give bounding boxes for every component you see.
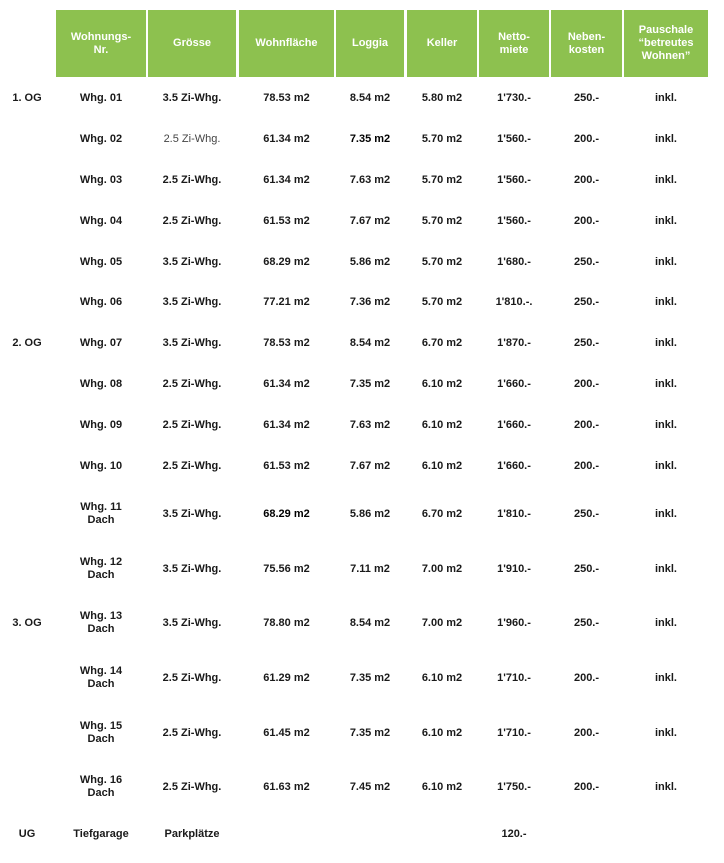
additional-costs: 200.- — [573, 132, 600, 145]
apartment-number: Whg. 08 — [79, 377, 123, 390]
living-area: 61.53 m2 — [263, 214, 310, 227]
loggia-area: 7.63 m2 — [349, 173, 391, 186]
cellar-area: 5.70 m2 — [421, 132, 463, 145]
header-loggia: Loggia — [336, 10, 404, 77]
cellar-area: 5.70 m2 — [421, 173, 463, 186]
header-pauschale: Pauschale “betreutes Wohnen” — [624, 10, 708, 77]
apartment-size: 2.5 Zi-Whg. — [162, 173, 222, 186]
additional-costs: 250.- — [573, 507, 600, 520]
flat-rate-service: inkl. — [654, 616, 677, 629]
apartment-size: 2.5 Zi-Whg. — [162, 459, 222, 472]
floor-label: UG — [18, 827, 36, 840]
flat-rate-service: inkl. — [654, 507, 677, 520]
additional-costs: 250.- — [573, 336, 600, 349]
additional-costs: 250.- — [573, 91, 600, 104]
apartment-number: Whg. 12 Dach — [79, 556, 123, 581]
floor-label — [4, 487, 50, 541]
apartment-number: Whg. 10 — [79, 459, 123, 472]
cellar-area: 7.00 m2 — [421, 616, 463, 629]
table-row — [0, 542, 724, 596]
floor-label — [4, 201, 50, 241]
apartment-number: Whg. 09 — [79, 418, 123, 431]
floor-label — [4, 405, 50, 445]
floor-label — [4, 160, 50, 200]
apartment-size: 3.5 Zi-Whg. — [162, 616, 222, 629]
additional-costs: 200.- — [573, 214, 600, 227]
living-area: 61.63 m2 — [263, 780, 310, 793]
loggia-area: 7.45 m2 — [349, 780, 391, 793]
cellar-area: 5.70 m2 — [421, 214, 463, 227]
living-area: 61.34 m2 — [263, 173, 310, 186]
net-rent: 1'660.- — [497, 377, 531, 390]
floor-label — [4, 760, 50, 814]
loggia-area: 8.54 m2 — [349, 336, 391, 349]
net-rent: 1'560.- — [497, 214, 531, 227]
apartment-number: Whg. 03 — [79, 173, 123, 186]
cellar-area: 7.00 m2 — [421, 562, 463, 575]
cellar-area — [407, 819, 477, 849]
loggia-area: 7.11 m2 — [350, 562, 390, 575]
floor-label — [4, 364, 50, 404]
loggia-area: 7.35 m2 — [349, 132, 391, 145]
table-row — [0, 119, 724, 159]
floor-label — [4, 282, 50, 322]
table-header — [0, 10, 724, 77]
cellar-area: 6.70 m2 — [421, 507, 463, 520]
living-area: 77.21 m2 — [263, 295, 310, 308]
net-rent: 1'660.- — [497, 418, 531, 431]
cellar-area: 6.10 m2 — [421, 726, 463, 739]
additional-costs: 200.- — [573, 173, 600, 186]
apartment-size: 2.5 Zi-Whg. — [162, 418, 222, 431]
apartment-number: Whg. 06 — [79, 295, 123, 308]
flat-rate-service: inkl. — [654, 562, 677, 575]
apartment-size: 2.5 Zi-Whg. — [162, 671, 222, 684]
table-row — [0, 201, 724, 241]
living-area: 68.29 m2 — [263, 507, 310, 520]
loggia-area: 7.67 m2 — [349, 459, 391, 472]
table-row — [0, 487, 724, 541]
cellar-area: 6.10 m2 — [421, 377, 463, 390]
floor-label: 1. OG — [12, 91, 42, 104]
flat-rate-service — [624, 819, 708, 849]
apartment-size: 3.5 Zi-Whg. — [162, 507, 222, 520]
apartment-size: 2.5 Zi-Whg. — [162, 377, 222, 390]
living-area: 78.80 m2 — [263, 616, 310, 629]
flat-rate-service: inkl. — [654, 377, 677, 390]
table-row — [0, 819, 724, 849]
table-row — [0, 706, 724, 760]
loggia-area: 5.86 m2 — [349, 255, 391, 268]
flat-rate-service: inkl. — [654, 780, 677, 793]
loggia-area: 7.35 m2 — [349, 377, 391, 390]
additional-costs: 250.- — [573, 295, 600, 308]
additional-costs: 250.- — [573, 616, 600, 629]
table-row — [0, 282, 724, 322]
floor-label: 2. OG — [12, 336, 42, 349]
net-rent: 1'910.- — [497, 562, 531, 575]
header-nebenkosten: Neben- kosten — [551, 10, 622, 77]
net-rent: 1'870.- — [497, 336, 531, 349]
net-rent: 1'680.- — [497, 255, 531, 268]
apartment-number: Whg. 13 Dach — [79, 610, 123, 635]
header-groesse: Grösse — [148, 10, 236, 77]
cellar-area: 5.70 m2 — [421, 295, 463, 308]
table-row — [0, 364, 724, 404]
floor-label — [4, 542, 50, 596]
living-area: 61.34 m2 — [263, 418, 310, 431]
apartment-number: Whg. 05 — [79, 255, 123, 268]
apartment-size: 2.5 Zi-Whg. — [162, 726, 222, 739]
net-rent: 1'710.- — [497, 726, 531, 739]
additional-costs: 200.- — [573, 780, 600, 793]
apartment-size: 2.5 Zi-Whg. — [163, 132, 221, 145]
apartment-size: 3.5 Zi-Whg. — [162, 295, 222, 308]
flat-rate-service: inkl. — [654, 336, 677, 349]
floor-label — [4, 706, 50, 760]
cellar-area: 6.10 m2 — [421, 671, 463, 684]
apartment-size: Parkplätze — [164, 827, 220, 840]
living-area: 61.34 m2 — [263, 132, 310, 145]
apartment-number: Whg. 07 — [79, 336, 123, 349]
flat-rate-service: inkl. — [654, 214, 677, 227]
net-rent: 1'660.- — [497, 459, 531, 472]
loggia-area — [336, 819, 404, 849]
living-area: 61.53 m2 — [263, 459, 310, 472]
flat-rate-service: inkl. — [654, 132, 677, 145]
loggia-area: 5.86 m2 — [349, 507, 391, 520]
net-rent: 1'730.- — [497, 91, 531, 104]
table-row — [0, 160, 724, 200]
loggia-area: 7.36 m2 — [349, 295, 391, 308]
additional-costs: 200.- — [573, 726, 600, 739]
additional-costs: 200.- — [573, 671, 600, 684]
apartment-number: Whg. 14 Dach — [79, 665, 123, 690]
net-rent: 1'810.-. — [495, 295, 533, 308]
additional-costs: 250.- — [573, 562, 600, 575]
net-rent: 120.- — [501, 827, 527, 840]
cellar-area: 5.80 m2 — [421, 91, 463, 104]
table-row — [0, 596, 724, 650]
living-area: 68.29 m2 — [263, 255, 310, 268]
apartment-size: 3.5 Zi-Whg. — [162, 336, 222, 349]
floor-label — [4, 651, 50, 705]
cellar-area: 6.70 m2 — [421, 336, 463, 349]
apartment-number: Whg. 04 — [79, 214, 123, 227]
net-rent: 1'810.- — [497, 507, 531, 520]
flat-rate-service: inkl. — [654, 671, 677, 684]
table-row — [0, 760, 724, 814]
living-area: 78.53 m2 — [263, 91, 310, 104]
living-area: 61.45 m2 — [263, 726, 310, 739]
table-row — [0, 405, 724, 445]
flat-rate-service: inkl. — [654, 173, 677, 186]
apartment-number: Whg. 01 — [79, 91, 123, 104]
table-row — [0, 446, 724, 486]
loggia-area: 7.67 m2 — [349, 214, 391, 227]
apartment-size: 3.5 Zi-Whg. — [162, 91, 222, 104]
floor-label — [4, 242, 50, 282]
net-rent: 1'560.- — [497, 132, 531, 145]
flat-rate-service: inkl. — [654, 459, 677, 472]
header-wohnflaeche: Wohnfläche — [239, 10, 334, 77]
additional-costs: 200.- — [573, 459, 600, 472]
apartment-size: 3.5 Zi-Whg. — [162, 255, 222, 268]
loggia-area: 8.54 m2 — [349, 616, 391, 629]
apartment-number: Whg. 15 Dach — [79, 720, 123, 745]
header-wohnungs-nr: Wohnungs- Nr. — [56, 10, 146, 77]
net-rent: 1'710.- — [497, 671, 531, 684]
floor-label: 3. OG — [12, 616, 42, 629]
apartment-size: 2.5 Zi-Whg. — [162, 780, 222, 793]
apartment-number: Whg. 02 — [79, 132, 123, 145]
apartment-number: Whg. 11 Dach — [80, 501, 122, 526]
flat-rate-service: inkl. — [654, 255, 677, 268]
header-nettomiete: Netto- miete — [479, 10, 549, 77]
floor-label — [4, 446, 50, 486]
cellar-area: 6.10 m2 — [421, 418, 463, 431]
cellar-area: 6.10 m2 — [421, 459, 463, 472]
flat-rate-service: inkl. — [654, 418, 677, 431]
additional-costs: 200.- — [573, 418, 600, 431]
flat-rate-service: inkl. — [654, 295, 677, 308]
living-area — [239, 819, 334, 849]
flat-rate-service: inkl. — [654, 726, 677, 739]
apartment-size: 3.5 Zi-Whg. — [162, 562, 222, 575]
living-area: 61.34 m2 — [263, 377, 310, 390]
living-area: 75.56 m2 — [263, 562, 310, 575]
table-row — [0, 242, 724, 282]
living-area: 78.53 m2 — [263, 336, 310, 349]
net-rent: 1'560.- — [497, 173, 531, 186]
net-rent: 1'750.- — [497, 780, 531, 793]
flat-rate-service: inkl. — [654, 91, 677, 104]
table-row — [0, 78, 724, 118]
floor-label — [4, 119, 50, 159]
net-rent: 1'960.- — [497, 616, 531, 629]
loggia-area: 7.35 m2 — [349, 726, 391, 739]
header-keller: Keller — [407, 10, 477, 77]
living-area: 61.29 m2 — [263, 671, 310, 684]
table-row — [0, 651, 724, 705]
additional-costs: 250.- — [573, 255, 600, 268]
apartment-size: 2.5 Zi-Whg. — [162, 214, 222, 227]
additional-costs — [551, 819, 622, 849]
table-row — [0, 323, 724, 363]
apartment-number: Whg. 16 Dach — [79, 774, 123, 799]
cellar-area: 5.70 m2 — [421, 255, 463, 268]
additional-costs: 200.- — [573, 377, 600, 390]
loggia-area: 7.35 m2 — [349, 671, 391, 684]
apartment-number: Tiefgarage — [73, 827, 129, 840]
cellar-area: 6.10 m2 — [421, 780, 463, 793]
loggia-area: 8.54 m2 — [349, 91, 391, 104]
loggia-area: 7.63 m2 — [349, 418, 391, 431]
